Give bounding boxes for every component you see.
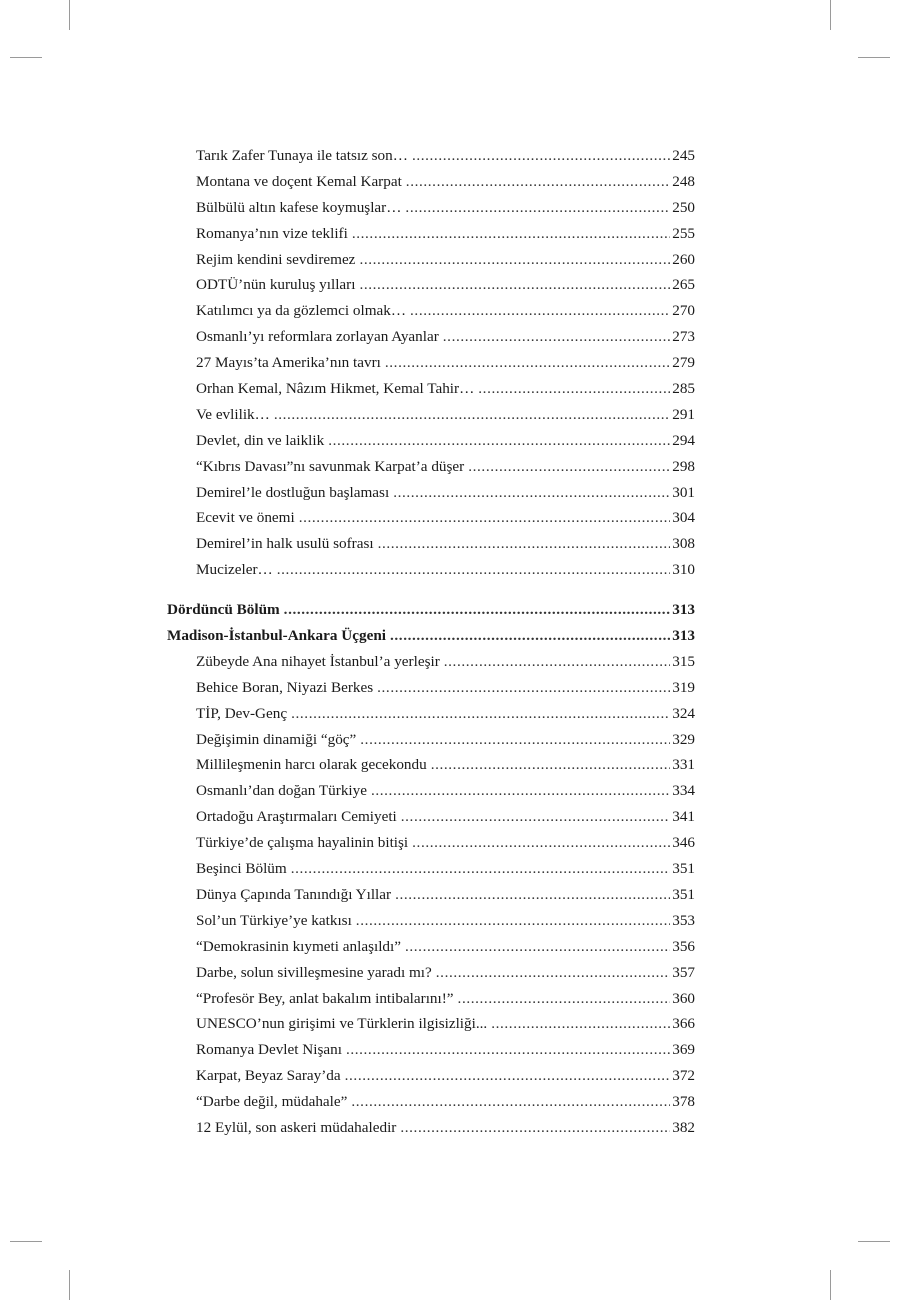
- toc-entry-title: Demirel’in halk usulü sofrası: [196, 535, 374, 553]
- toc-dot-leader: [284, 601, 671, 619]
- toc-dot-leader: [443, 328, 670, 346]
- toc-entry: [167, 1119, 695, 1145]
- section-gap: [167, 587, 695, 601]
- toc-entry-page: 360: [672, 989, 695, 1007]
- toc-entry-page: 351: [672, 885, 695, 903]
- toc-entry-page: 313: [672, 601, 695, 619]
- toc-entry: [167, 990, 695, 1016]
- toc-entry-title: Ecevit ve önemi: [196, 509, 295, 527]
- toc-entry-title: Tarık Zafer Tunaya ile tatsız son…: [196, 147, 408, 164]
- toc-entry-title: Montana ve doçent Kemal Karpat: [196, 172, 402, 190]
- crop-mark-left-lower: [10, 1241, 42, 1242]
- toc-dot-leader: [405, 938, 670, 956]
- toc-entry-page: 372: [672, 1067, 695, 1085]
- toc-entry: [167, 328, 695, 354]
- toc-entry-page: 334: [672, 782, 695, 800]
- toc-entry-title: Değişimin dinamiği “göç”: [196, 730, 357, 748]
- toc-dot-leader: [406, 173, 670, 191]
- toc-entry-page: 331: [672, 756, 695, 774]
- toc-dot-leader: [274, 406, 670, 424]
- toc-entry-page: 285: [672, 380, 695, 398]
- toc-entry-title: Bülbülü altın kafese koymuşlar…: [196, 198, 402, 216]
- toc-entry: [167, 225, 695, 251]
- toc-entry-title: 27 Mayıs’ta Amerika’nın tavrı: [196, 354, 381, 372]
- toc-dot-leader: [478, 380, 670, 398]
- toc-dot-leader: [277, 561, 670, 579]
- toc-dot-leader: [377, 679, 670, 697]
- toc-entry-title: 12 Eylül, son askeri müdahaledir: [196, 1118, 397, 1136]
- toc-entry: [167, 1067, 695, 1093]
- toc-entry: [167, 808, 695, 834]
- toc-dot-leader: [352, 225, 670, 243]
- toc-entry-page: 346: [672, 834, 695, 852]
- toc-entry-page: 248: [672, 172, 695, 190]
- toc-entry: [167, 1015, 695, 1041]
- toc-entry-title: Romanya’nın vize teklifi: [196, 224, 348, 242]
- toc-entry-title: TİP, Dev-Genç: [196, 704, 288, 722]
- toc-entry-title: Millileşmenin harcı olarak gecekondu: [196, 756, 427, 774]
- toc-dot-leader: [468, 458, 670, 476]
- crop-mark-bottom-left: [69, 1270, 70, 1300]
- toc-entry: [167, 705, 695, 731]
- toc-dot-leader: [346, 1041, 670, 1059]
- toc-entry: [167, 1041, 695, 1067]
- toc-entry-title: Ve evlilik…: [196, 405, 270, 423]
- toc-entry-page: 304: [672, 509, 695, 527]
- toc-entry-title: Osmanlı’dan doğan Türkiye: [196, 782, 367, 800]
- toc-entry-title: Osmanlı’yı reformlara zorlayan Ayanlar: [196, 328, 439, 346]
- toc-entry-page: 315: [672, 652, 695, 670]
- toc-dot-leader: [458, 990, 671, 1008]
- toc-entry: [167, 535, 695, 561]
- toc-dot-leader: [291, 860, 671, 878]
- toc-entry-title: ODTÜ’nün kuruluş yılları: [196, 276, 356, 294]
- toc-dot-leader: [359, 276, 670, 294]
- toc-dot-leader: [360, 731, 670, 749]
- toc-dot-leader: [491, 1015, 670, 1033]
- toc-dot-leader: [351, 1093, 670, 1111]
- crop-mark-right-upper: [858, 57, 890, 58]
- toc-dot-leader: [400, 1119, 670, 1137]
- toc-entry-page: 273: [672, 328, 695, 346]
- toc-entry: [167, 938, 695, 964]
- toc-entry-page: 308: [672, 535, 695, 553]
- toc-entry-title: “Kıbrıs Davası”nı savunmak Karpat’a düşer: [196, 457, 465, 475]
- toc-chapter-subheading: [167, 627, 695, 653]
- crop-mark-top-right: [830, 0, 831, 30]
- toc-entry-page: 310: [672, 561, 695, 579]
- toc-entry: [167, 199, 695, 225]
- toc-entry: [167, 653, 695, 679]
- toc-entry-page: 250: [672, 198, 695, 216]
- toc-entry-title: Dördüncü Bölüm: [167, 601, 280, 619]
- toc-entry: [167, 380, 695, 406]
- toc-entry-title: Beşinci Bölüm: [196, 860, 287, 878]
- toc-dot-leader: [393, 484, 670, 502]
- toc-dot-leader: [412, 147, 670, 165]
- toc-dot-leader: [444, 653, 670, 671]
- toc-entry-page: 319: [672, 678, 695, 696]
- toc-entry-page: 353: [672, 911, 695, 929]
- toc-entry-title: UNESCO’nun girişimi ve Türklerin ilgisizliği...: [196, 1015, 488, 1033]
- toc-entry: [167, 561, 695, 587]
- toc-dot-leader: [378, 535, 671, 553]
- toc-dot-leader: [405, 199, 670, 217]
- toc-entry: [167, 731, 695, 757]
- toc-entry: [167, 458, 695, 484]
- toc-entry-page: 291: [672, 405, 695, 423]
- toc-entry-title: Demirel’le dostluğun başlaması: [196, 483, 390, 501]
- toc-section-three: [167, 147, 695, 587]
- toc-entry-title: “Darbe değil, müdahale”: [196, 1093, 348, 1111]
- toc-entry-page: 294: [672, 431, 695, 449]
- toc-entry-page: 298: [672, 457, 695, 475]
- toc-dot-leader: [299, 509, 671, 527]
- toc-entry-title: Zübeyde Ana nihayet İstanbul’a yerleşir: [196, 652, 440, 670]
- toc-entry: [167, 432, 695, 458]
- toc-section-four: [167, 653, 695, 1145]
- toc-dot-leader: [328, 432, 670, 450]
- toc-dot-leader: [291, 705, 670, 723]
- toc-chapter-heading: [167, 601, 695, 627]
- toc-dot-leader: [431, 756, 671, 774]
- toc-entry-title: Ortadoğu Araştırmaları Cemiyeti: [196, 808, 397, 826]
- toc-dot-leader: [359, 251, 670, 269]
- table-of-contents: [167, 147, 695, 1145]
- toc-entry-page: 255: [672, 224, 695, 242]
- toc-dot-leader: [412, 834, 670, 852]
- toc-dot-leader: [401, 808, 670, 826]
- crop-mark-bottom-right: [830, 1270, 831, 1300]
- toc-entry-page: 324: [672, 704, 695, 722]
- crop-mark-top-left: [69, 0, 70, 30]
- toc-entry: [167, 834, 695, 860]
- toc-entry: [167, 912, 695, 938]
- toc-entry: [167, 147, 695, 173]
- toc-entry-page: 366: [672, 1015, 695, 1033]
- toc-entry-title: Sol’un Türkiye’ye katkısı: [196, 911, 352, 929]
- toc-dot-leader: [390, 627, 670, 645]
- toc-dot-leader: [395, 886, 670, 904]
- toc-entry-page: 351: [672, 860, 695, 878]
- toc-entry-page: 260: [672, 250, 695, 268]
- toc-entry: [167, 782, 695, 808]
- toc-dot-leader: [371, 782, 670, 800]
- toc-entry: [167, 886, 695, 912]
- toc-entry: [167, 406, 695, 432]
- toc-dot-leader: [356, 912, 670, 930]
- toc-dot-leader: [436, 964, 670, 982]
- toc-entry-title: “Profesör Bey, anlat bakalım intibalarını!”: [196, 989, 454, 1007]
- toc-entry-title: Rejim kendini sevdiremez: [196, 250, 356, 268]
- toc-entry-title: Katılımcı ya da gözlemci olmak…: [196, 302, 407, 320]
- toc-entry-page: 369: [672, 1041, 695, 1059]
- toc-entry: [167, 509, 695, 535]
- toc-entry-page: 301: [672, 483, 695, 501]
- toc-dot-leader: [410, 302, 670, 320]
- crop-mark-left-upper: [10, 57, 42, 58]
- toc-entry-title: Türkiye’de çalışma hayalinin bitişi: [196, 834, 409, 852]
- toc-entry-title: “Demokrasinin kıymeti anlaşıldı”: [196, 937, 401, 955]
- toc-entry-page: 265: [672, 276, 695, 294]
- toc-entry: [167, 756, 695, 782]
- toc-entry-page: 378: [672, 1093, 695, 1111]
- toc-entry-title: Orhan Kemal, Nâzım Hikmet, Kemal Tahir…: [196, 380, 475, 398]
- toc-entry: [167, 484, 695, 510]
- toc-entry: [167, 251, 695, 277]
- toc-dot-leader: [345, 1067, 671, 1085]
- toc-entry-title: Karpat, Beyaz Saray’da: [196, 1067, 341, 1085]
- toc-entry: [167, 276, 695, 302]
- toc-entry: [167, 302, 695, 328]
- toc-entry-page: 357: [672, 963, 695, 981]
- toc-entry-title: Darbe, solun sivilleşmesine yaradı mı?: [196, 963, 432, 981]
- toc-entry-title: Romanya Devlet Nişanı: [196, 1041, 342, 1059]
- toc-entry: [167, 679, 695, 705]
- toc-entry-title: Behice Boran, Niyazi Berkes: [196, 678, 374, 696]
- toc-entry-title: Mucizeler…: [196, 561, 273, 579]
- toc-entry-page: 270: [672, 302, 695, 320]
- toc-entry: [167, 173, 695, 199]
- toc-entry: [167, 964, 695, 990]
- crop-mark-right-lower: [858, 1241, 890, 1242]
- toc-entry-page: 341: [672, 808, 695, 826]
- toc-entry: [167, 354, 695, 380]
- toc-entry-title: Dünya Çapında Tanındığı Yıllar: [196, 885, 392, 903]
- toc-entry: [167, 860, 695, 886]
- toc-entry-title: Devlet, din ve laiklik: [196, 431, 325, 449]
- toc-entry-page: 279: [672, 354, 695, 372]
- toc-entry-title: Madison-İstanbul-Ankara Üçgeni: [167, 627, 386, 645]
- toc-dot-leader: [385, 354, 670, 372]
- toc-entry-page: 329: [672, 730, 695, 748]
- toc-entry: [167, 1093, 695, 1119]
- toc-entry-page: 356: [672, 937, 695, 955]
- toc-entry-page: 382: [672, 1118, 695, 1136]
- toc-entry-page: 245: [672, 147, 695, 164]
- toc-entry-page: 313: [672, 627, 695, 645]
